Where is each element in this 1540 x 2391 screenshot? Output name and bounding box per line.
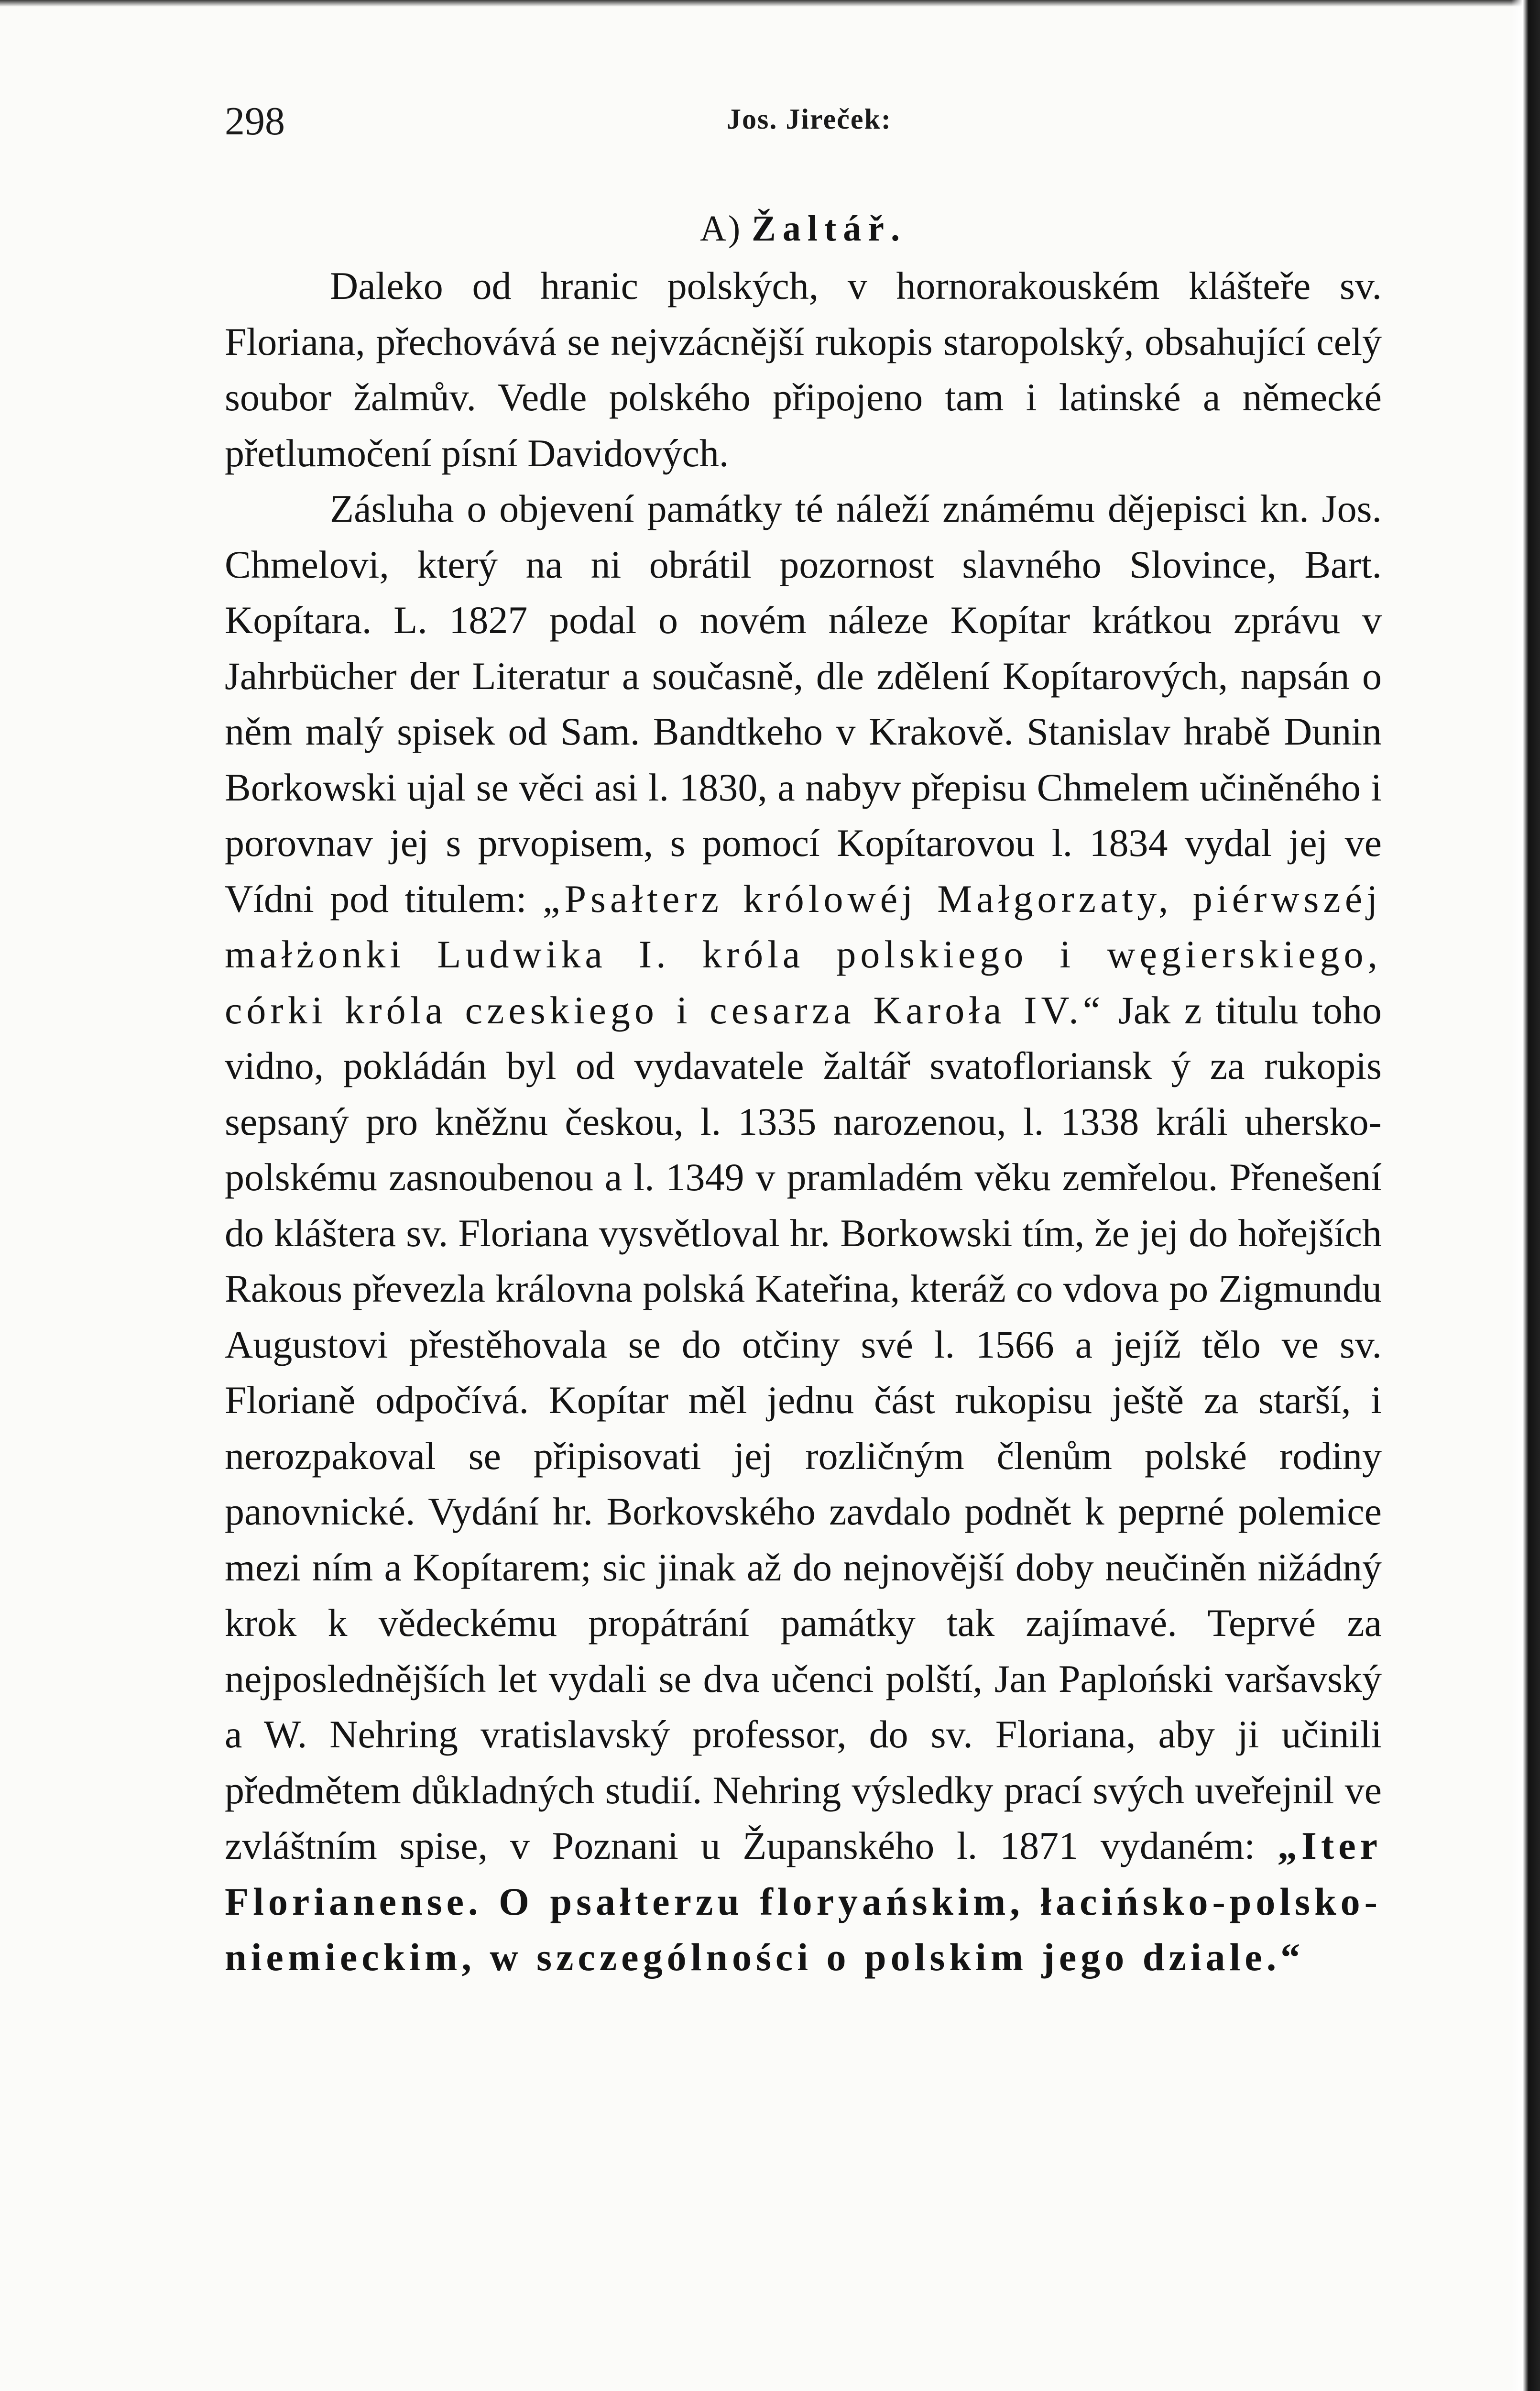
quoted-title-iter-florianense: „Iter Florianense. O psałterzu floryańskim, łacińsko-polsko-niemieckim, w szczególności o polskim jego dziale.“ [225, 1824, 1382, 1979]
running-title: Jos. Jireček: [727, 103, 892, 135]
section-heading [225, 201, 1382, 258]
scan-edge-right [1511, 0, 1540, 2391]
paragraph-2-text-a: Zásluha o objevení památky té náleží známému dějepisci kn. Jos. Chmelovi, který na ni obrátil pozornost slavného Slovince, Bart. Kopítara. L. 1827 podal o novém náleze Kopítar krátkou zprávu v Jahrbücher der Literatur a současně, dle zdělení Kopítarových, napsán o něm malý spisek od Sam. Bandtkeho v Krakově. Stanislav hrabě Dunin Borkowski ujal se věci asi l. 1830, a nabyv přepisu Chmelem učiněného i porovnav jej s prvopisem, s pomocí Kopítarovou l. 1834 vydal jej ve Vídni pod titulem: [225, 487, 1382, 921]
paragraph-2 [225, 481, 1382, 1985]
scan-edge-top [0, 0, 1540, 7]
page-body [225, 201, 1382, 1985]
running-head [225, 98, 1382, 151]
paragraph-1: Daleko od hranic polských, v hornorakouském klášteře sv. Floriana, přechovává se nejvzácnější rukopis staropolský, obsahující celý soubor žalmův. Vedle polského připojeno tam i latinské a německé přetlumočení písní Davidových. [225, 264, 1382, 475]
section-label: A) [699, 208, 743, 249]
page-number: 298 [225, 99, 285, 143]
section-title: Žaltář. [752, 208, 907, 249]
quoted-title-psalterz: „Psałterz królowéj Małgorzaty, piérwszéj małżonki Ludwika I. króla polskiego i węgierskiego, córki króla czeskiego i cesarza Karoła IV.“ [225, 877, 1382, 1032]
paragraph-2-text-b: Jak z titulu toho vidno, pokládán byl od vydavatele žaltář svatofloriansk ý za rukopis sepsaný pro kněžnu českou, l. 1335 narozenou, l. 1338 králi uhersko-polskému zasnoubenou a l. 1349 v pramladém věku zemřelou. Přenešení do kláštera sv. Floriana vysvětloval hr. Borkowski tím, že jej do hořejších Rakous převezla královna polská Kateřina, kteráž co vdova po Zigmundu Augustovi přestěhovala se do otčiny své l. 1566 a jejíž tělo ve sv. Florianě odpočívá. Kopítar měl jednu část rukopisu ještě za starší, i nerozpakoval se připisovati jej rozličným členům polské rodiny panovnické. Vydání hr. Borkovského zavdalo podnět k peprné polemice mezi ním a Kopítarem; sic jinak až do nejnovější doby neučiněn nižádný krok k vědeckému propátrání památky tak zajímavé. Teprvé za nejposlednějších let vydali se dva učenci polští, Jan Paploński varšavský a W. Nehring vratislavský professor, do sv. Floriana, aby ji učinili předmětem důkladných studií. Nehring výsledky prací svých uveřejnil ve zvláštním spise, v Poznani u Županského l. 1871 vydaném: [225, 988, 1382, 1867]
